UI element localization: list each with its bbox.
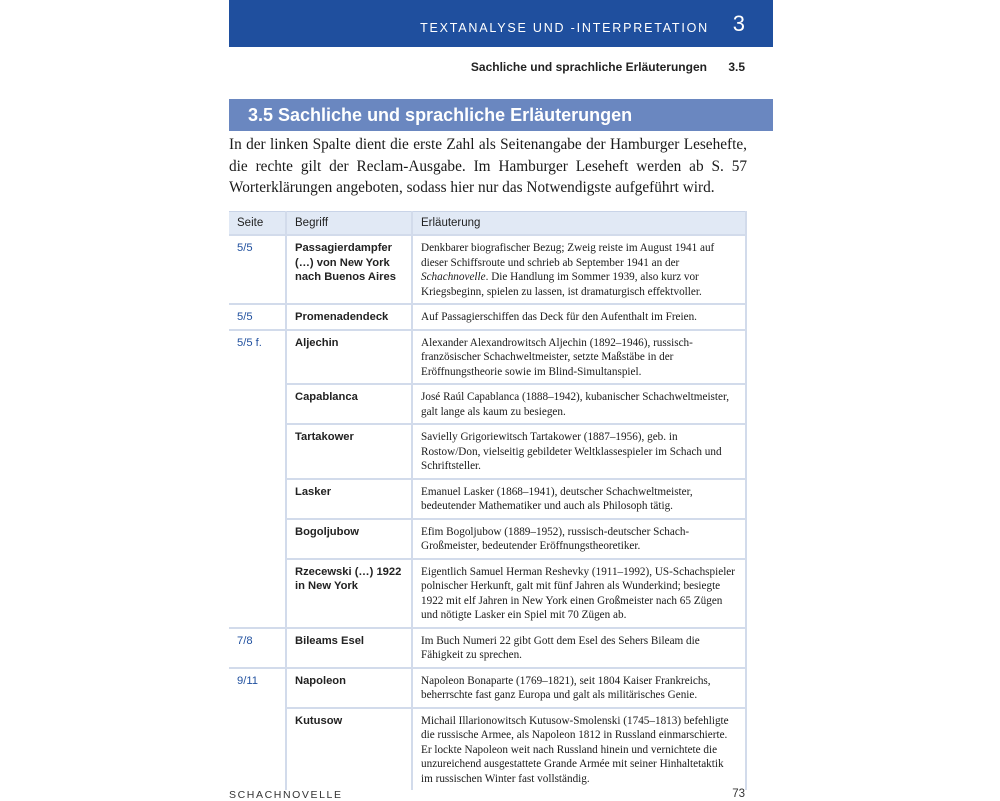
- explanation: Eigentlich Samuel Herman Reshevky (1911–1992), US-Schachspieler polnischer Herkunft, galt mit fünf Jahren als Wunderkind; besiegte 1922 mit elf Jahren in New York einen Großmeister nach 65 Zügen und nötigte Lasker ein Spiel mit 70 Zügen ab.: [412, 559, 746, 628]
- table-row: [229, 235, 746, 304]
- term: Bileams Esel: [286, 628, 412, 668]
- explanation-title: Schachnovelle: [421, 271, 486, 283]
- table-row: [229, 708, 746, 791]
- page-ref: [229, 559, 286, 628]
- term: Capablanca: [286, 384, 412, 424]
- explanation: Auf Passagierschiffen das Deck für den Aufenthalt im Freien.: [412, 304, 746, 330]
- term: Passagierdampfer (…) von New York nach Buenos Aires: [286, 235, 412, 304]
- running-head-number: 3.5: [728, 60, 745, 74]
- table-row: [229, 330, 746, 385]
- explanation: Napoleon Bonaparte (1769–1821), seit 1804 Kaiser Frankreichs, beherrschte fast ganz Europa und galt als militärisches Genie.: [412, 668, 746, 708]
- term: Tartakower: [286, 424, 412, 479]
- table-row: [229, 628, 746, 668]
- book-page: [229, 0, 773, 800]
- column-header-begriff: Begriff: [286, 212, 412, 236]
- table-row: [229, 424, 746, 479]
- page-ref: [229, 384, 286, 424]
- footer-book-title: SCHACHNOVELLE: [229, 789, 343, 801]
- explanation-text: Denkbarer biografischer Bezug; Zweig reiste im August 1941 auf dieser Schiffsroute und schrieb ab September 1941 an der: [421, 242, 715, 269]
- section-title: 3.5 Sachliche und sprachliche Erläuterungen: [248, 105, 633, 125]
- table-row: [229, 384, 746, 424]
- explanation: Alexander Alexandrowitsch Aljechin (1892–1946), russisch-französischer Schachweltmeister, setzte Maßstäbe in der Eröffnungstheorie sowie im Blind-Simultanspiel.: [412, 330, 746, 385]
- table-header-row: [229, 212, 746, 236]
- term: Promenadendeck: [286, 304, 412, 330]
- explanation: [412, 235, 746, 304]
- explanation: Emanuel Lasker (1868–1941), deutscher Schachweltmeister, bedeutender Mathematiker und auch als Philosoph tätig.: [412, 479, 746, 519]
- explanation: Im Buch Numeri 22 gibt Gott dem Esel des Sehers Bileam die Fähigkeit zu sprechen.: [412, 628, 746, 668]
- column-header-seite: Seite: [229, 212, 286, 236]
- term: Napoleon: [286, 668, 412, 708]
- page-ref: 5/5 f.: [229, 330, 286, 385]
- page-ref: 7/8: [229, 628, 286, 668]
- explanation: Savielly Grigoriewitsch Tartakower (1887–1956), geb. in Rostow/Don, vielseitig gebildeter Weltklassespieler im Schach und Schriftsteller.: [412, 424, 746, 479]
- page-ref: [229, 479, 286, 519]
- term: Lasker: [286, 479, 412, 519]
- table-row: [229, 559, 746, 628]
- term: Rzecewski (…) 1922 in New York: [286, 559, 412, 628]
- page-ref: [229, 708, 286, 791]
- footer-page-number: 73: [732, 788, 745, 800]
- glossary-table: [229, 211, 747, 790]
- column-header-erlaeuterung: Erläuterung: [412, 212, 746, 236]
- table-row: [229, 668, 746, 708]
- table-row: [229, 304, 746, 330]
- running-head: [471, 60, 745, 74]
- section-heading: [229, 99, 773, 131]
- page-ref: 9/11: [229, 668, 286, 708]
- explanation: Michail Illarionowitsch Kutusow-Smolenski (1745–1813) befehligte die russische Armee, als Napoleon 1812 in Russland einmarschierte. Er lockte Napoleon weit nach Russland hinein und vernichtete die unzureichend ausgestattete Grande Armée mit seiner Hinhaltetaktik im russischen Winter fast vollständig.: [412, 708, 746, 791]
- page-ref: [229, 519, 286, 559]
- chapter-band: [229, 0, 773, 47]
- intro-paragraph: In der linken Spalte dient die erste Zahl als Seitenangabe der Hamburger Lesehefte, die rechte gilt der Reclam-Ausgabe. Im Hamburger Leseheft werden ab S. 57 Worterklärungen angeboten, sodass hier nur das Notwendigste aufgeführt wird.: [229, 136, 747, 196]
- running-head-title: Sachliche und sprachliche Erläuterungen: [470, 60, 707, 74]
- term: Bogoljubow: [286, 519, 412, 559]
- page-ref: 5/5: [229, 304, 286, 330]
- page-ref: [229, 424, 286, 479]
- term: Kutusow: [286, 708, 412, 791]
- explanation-text: . Die Handlung im Sommer 1939, also kurz vor Kriegsbeginn, spielen zu lassen, ist dramaturgisch effektvoller.: [421, 271, 702, 298]
- table-row: [229, 479, 746, 519]
- chapter-title: TEXTANALYSE UND -INTERPRETATION: [420, 21, 709, 35]
- term: Aljechin: [286, 330, 412, 385]
- page-ref: 5/5: [229, 235, 286, 304]
- explanation: Efim Bogoljubow (1889–1952), russisch-deutscher Schach-Großmeister, bedeutender Eröffnungstheoretiker.: [412, 519, 746, 559]
- table-row: [229, 519, 746, 559]
- chapter-number: 3: [732, 11, 745, 36]
- explanation: José Raúl Capablanca (1888–1942), kubanischer Schachweltmeister, galt lange als kaum zu besiegen.: [412, 384, 746, 424]
